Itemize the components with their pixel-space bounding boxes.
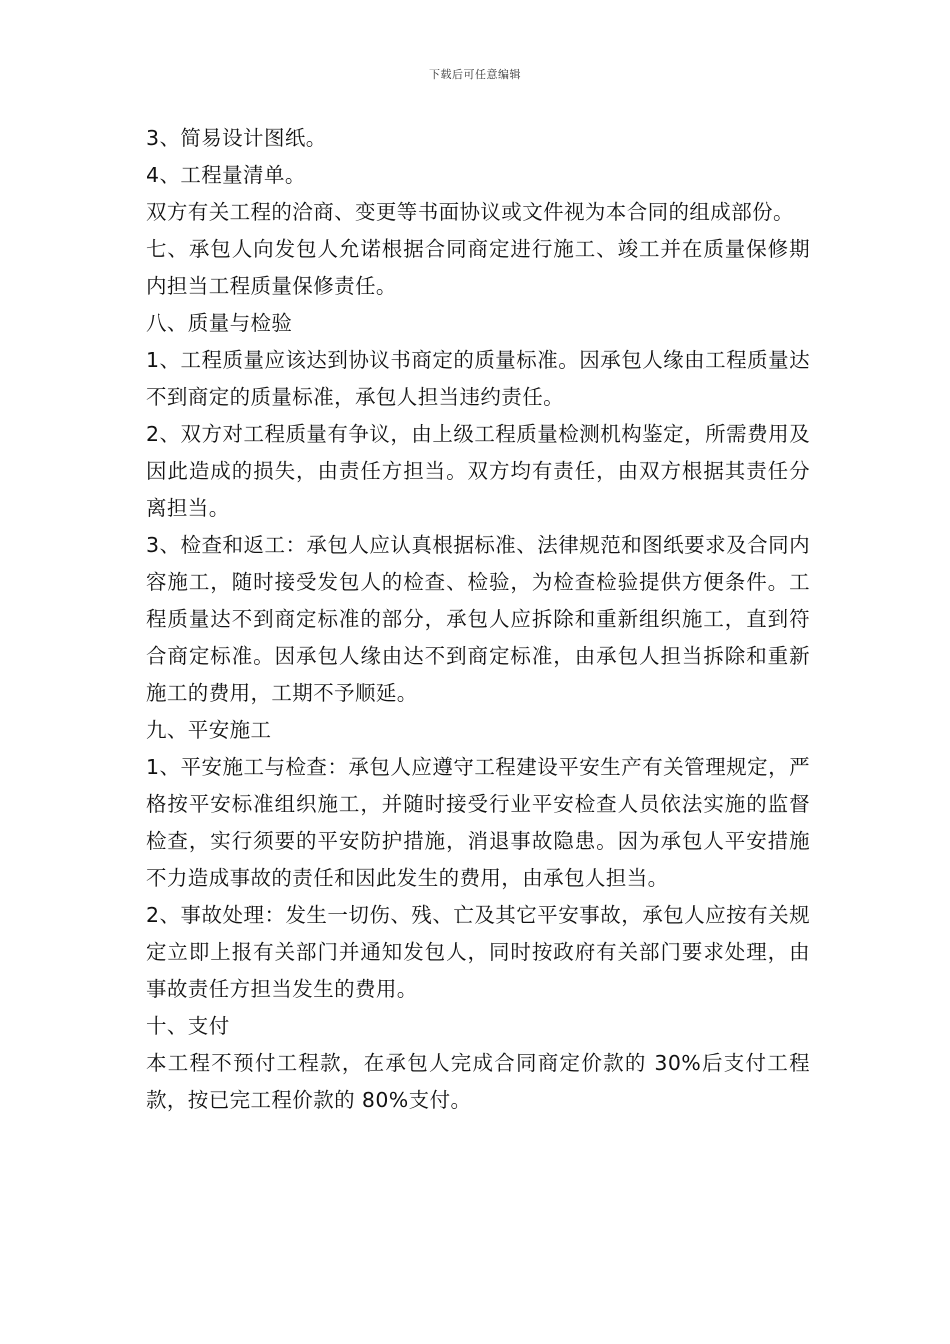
paragraph-item-3-drawings: 3、简易设计图纸。 — [146, 126, 327, 150]
section-heading-safety: 九、平安施工 — [146, 718, 272, 742]
paragraph-item-4-bill-of-quantities: 4、工程量清单。 — [146, 163, 306, 187]
section-heading-payment: 十、支付 — [146, 1014, 230, 1038]
paragraph-section-7: 七、承包人向发包人允诺根据合同商定进行施工、竣工并在质量保修期内担当工程质量保修责任。 — [146, 237, 810, 298]
paragraph-contract-documents: 双方有关工程的洽商、变更等书面协议或文件视为本合同的组成部份。 — [146, 200, 794, 224]
paragraph-quality-2: 2、双方对工程质量有争议，由上级工程质量检测机构鉴定，所需费用及因此造成的损失，由责任方担当。双方均有责任，由双方根据其责任分离担当。 — [146, 422, 810, 520]
document-body — [146, 120, 810, 1119]
paragraph-safety-2: 2、事故处理：发生一切伤、残、亡及其它平安事故，承包人应按有关规定立即上报有关部门并通知发包人，同时按政府有关部门要求处理，由事故责任方担当发生的费用。 — [146, 903, 810, 1001]
section-heading-quality: 八、质量与检验 — [146, 311, 293, 335]
page-header: 下载后可任意编辑 — [429, 68, 521, 81]
paragraph-quality-1: 1、工程质量应该达到协议书商定的质量标准。因承包人缘由工程质量达不到商定的质量标准，承包人担当违约责任。 — [146, 348, 810, 409]
paragraph-quality-3: 3、检查和返工：承包人应认真根据标准、法律规范和图纸要求及合同内容施工，随时接受发包人的检查、检验，为检查检验提供方便条件。工程质量达不到商定标准的部分，承包人应拆除和重新组织施工，直到符合商定标准。因承包人缘由达不到商定标准，由承包人担当拆除和重新施工的费用，工期不予顺延。 — [146, 533, 810, 705]
paragraph-payment: 本工程不预付工程款，在承包人完成合同商定价款的 30%后支付工程款，按已完工程价款的 80%支付。 — [146, 1051, 810, 1112]
paragraph-safety-1: 1、平安施工与检查：承包人应遵守工程建设平安生产有关管理规定，严格按平安标准组织施工，并随时接受行业平安检查人员依法实施的监督检查，实行须要的平安防护措施，消退事故隐患。因为承包人平安措施不力造成事故的责任和因此发生的费用，由承包人担当。 — [146, 755, 810, 890]
